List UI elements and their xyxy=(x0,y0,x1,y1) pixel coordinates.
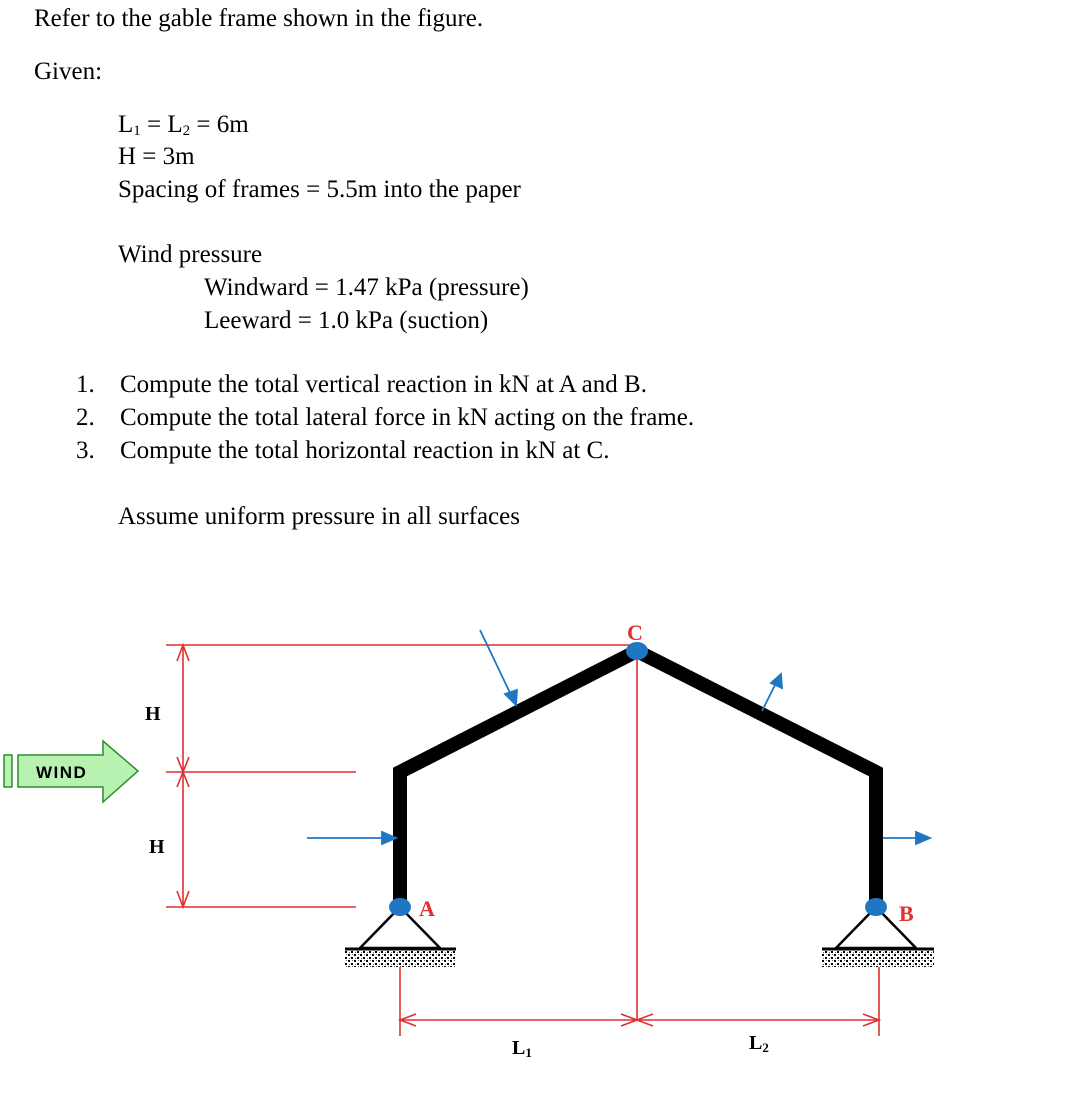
question-text: Compute the total vertical reaction in kN at A and B. xyxy=(120,371,647,398)
joint-a xyxy=(389,898,411,916)
intro-text: Refer to the gable frame shown in the figure. xyxy=(34,5,484,32)
assumption-text: Assume uniform pressure in all surfaces xyxy=(118,503,520,530)
wind-arrow xyxy=(4,741,138,802)
question-text: Compute the total lateral force in kN acting on the frame. xyxy=(120,404,695,431)
joint-b xyxy=(865,898,887,916)
windward-roof-arrow xyxy=(480,630,512,697)
label-a: A xyxy=(419,896,435,921)
question-number: 2. xyxy=(76,404,95,431)
support-a xyxy=(345,907,456,967)
question-text: Compute the total horizontal reaction in kN at C. xyxy=(120,437,610,464)
given-label: Given: xyxy=(34,58,103,85)
leeward-roof-arrow xyxy=(762,683,776,711)
given-height-line: H = 3m xyxy=(118,143,195,170)
support-b xyxy=(822,907,934,967)
wind-label: WIND xyxy=(36,763,88,782)
label-c: C xyxy=(627,620,643,645)
wind-pressure-heading: Wind pressure xyxy=(118,241,263,268)
wind-arrow-tail xyxy=(4,755,12,787)
question-number: 3. xyxy=(76,437,95,464)
label-l1: L1 xyxy=(512,1037,532,1060)
support-b-ground xyxy=(822,951,934,967)
right-rafter-and-column xyxy=(637,651,876,905)
label-h-upper: H xyxy=(145,703,161,725)
frame-members xyxy=(400,651,876,905)
support-a-ground xyxy=(345,951,456,967)
leeward-pressure: Leeward = 1.0 kPa (suction) xyxy=(204,307,489,334)
label-h-lower: H xyxy=(149,836,165,858)
windward-pressure: Windward = 1.47 kPa (pressure) xyxy=(204,274,529,301)
given-length-line: $L_1 = L_2 = 6m$ xyxy=(118,111,249,139)
question-number: 1. xyxy=(76,371,95,398)
label-b: B xyxy=(899,901,914,926)
left-column-and-rafter xyxy=(400,651,637,905)
given-spacing-line: Spacing of frames = 5.5m into the paper xyxy=(118,176,521,203)
label-l2: L2 xyxy=(749,1032,769,1055)
